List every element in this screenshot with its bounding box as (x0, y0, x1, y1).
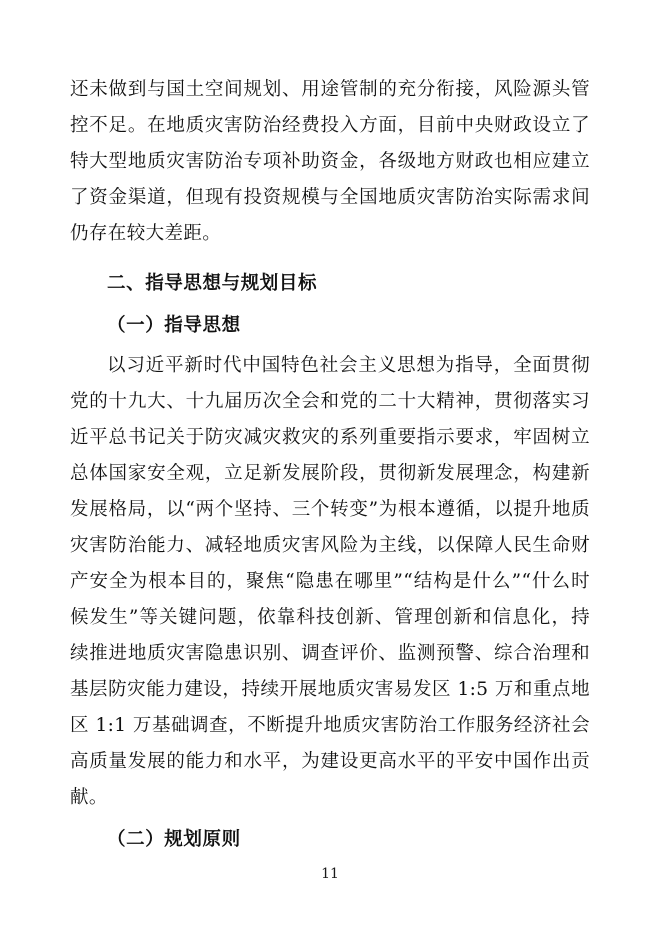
document-body (70, 72, 590, 858)
subsection-heading-guiding-ideology: （一）指导思想 (107, 315, 241, 336)
page-number: 11 (321, 866, 339, 882)
paragraph-guiding-ideology: 以习近平新时代中国特色社会主义思想为指导，全面贯彻党的十九大、十九届历次全会和党的二十大精神，贯彻落实习近平总书记关于防灾减灾救灾的系列重要指示要求，牢固树立总体国家安全观，立足新发展阶段，贯彻新发展理念，构建新发展格局，以“两个坚持、三个转变”为根本遵循，以提升地质灾害防治能力、减轻地质灾害风险为主线，以保障人民生命财产安全为根本目的，聚焦“隐患在哪里”“结构是什么”“什么时候发生”等关键问题，依靠科技创新、管理创新和信息化，持续推进地质灾害隐患识别、调查评价、监测预警、综合治理和基层防灾能力建设，持续开展地质灾害易发区 1:5 万和重点地区 1:1 万基础调查，不断提升地质灾害防治工作服务经济社会高质量发展的能力和水平，为建设更高水平的平安中国作出贡献。 (70, 355, 590, 808)
paragraph-continuation: 还未做到与国土空间规划、用途管制的充分衔接，风险源头管控不足。在地质灾害防治经费投入方面，目前中央财政设立了特大型地质灾害防治专项补助资金，各级地方财政也相应建立了资金渠道，但现有投资规模与全国地质灾害防治实际需求间仍存在较大差距。 (70, 79, 590, 244)
subsection-heading-planning-principles: （二）规划原则 (107, 829, 241, 850)
section-heading-two: 二、指导思想与规划目标 (107, 273, 318, 294)
